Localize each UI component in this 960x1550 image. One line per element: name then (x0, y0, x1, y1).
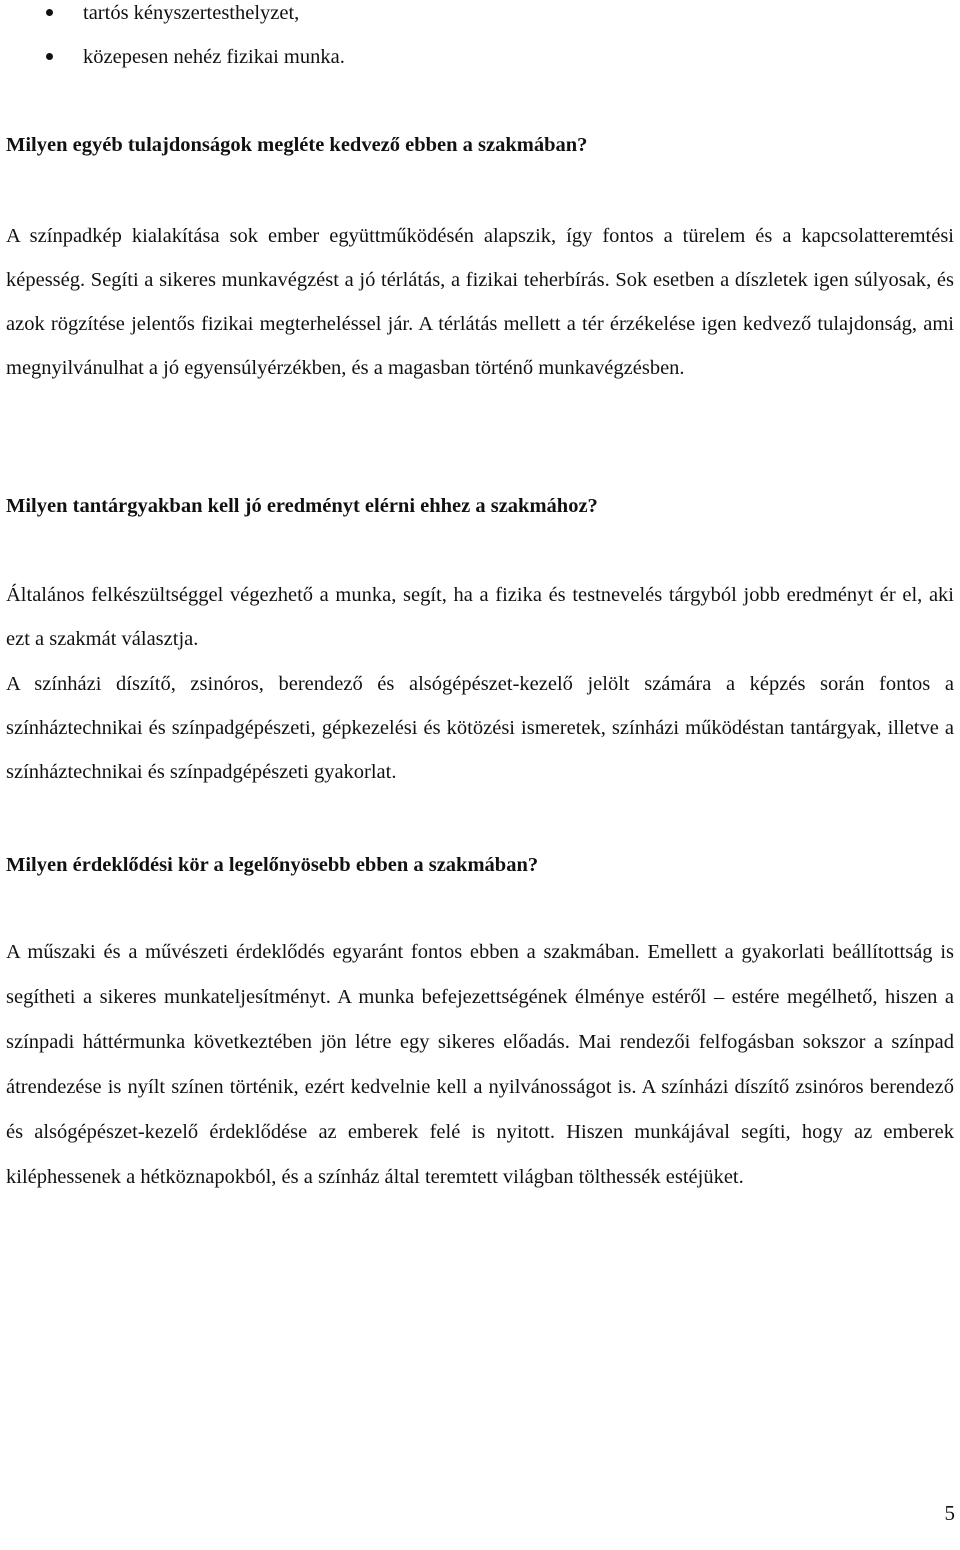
page-number: 5 (944, 1501, 955, 1525)
list-item (0, 44, 960, 70)
list-item (0, 0, 960, 26)
subjects-heading: Milyen tantárgyakban kell jó eredményt elérni ehhez a szakmához? (6, 495, 598, 517)
subjects-paragraph-2: A színházi díszítő, zsinóros, berendező és alsógépészet-kezelő jelölt számára a képzés során fontos a színháztechnikai és színpadgépészeti, gépkezelési és kötözési ismeretek, színházi működéstan tantárgyak, illetve a színháztechnikai és színpadgépészeti gyakorlat. (6, 673, 954, 783)
bullet-text: tartós kényszertesthelyzet, (83, 2, 300, 24)
traits-paragraph: A színpadkép kialakítása sok ember együttműködésén alapszik, így fontos a türelem és a kapcsolatteremtési képesség. Segíti a sikeres munkavégzést a jó térlátás, a fizikai teherbírás. Sok esetben a díszletek igen súlyosak, és azok rögzítése jelentős fizikai megterheléssel jár. A térlátás mellett a tér érzékelése igen kedvező tulajdonság, ami megnyilvánulhat a jó egyensúlyérzékben, és a magasban történő munkavégzésben. (6, 225, 954, 379)
bullet-text: közepesen nehéz fizikai munka. (83, 46, 345, 68)
bullet-icon (46, 53, 53, 60)
traits-heading: Milyen egyéb tulajdonságok megléte kedvező ebben a szakmában? (6, 134, 588, 156)
bullet-icon (46, 9, 53, 16)
interest-heading: Milyen érdeklődési kör a legelőnyösebb ebben a szakmában? (6, 854, 539, 876)
subjects-paragraph-1: Általános felkészültséggel végezhető a munka, segít, ha a fizika és testnevelés tárgyból jobb eredményt ér el, aki ezt a szakmát választja. (6, 584, 954, 650)
interest-paragraph: A műszaki és a művészeti érdeklődés egyaránt fontos ebben a szakmában. Emellett a gyakorlati beállítottság is segítheti a sikeres munkateljesítményt. A munka befejezettségének élménye estéről – estére megélhető, hiszen a színpadi háttérmunka következtében jön létre egy sikeres előadás. Mai rendezői felfogásban sokszor a színpad átrendezése is nyílt színen történik, ezért kedvelnie kell a nyilvánosságot is. A színházi díszítő zsinóros berendező és alsógépészet-kezelő érdeklődése az emberek felé is nyitott. Hiszen munkájával segíti, hogy az emberek kiléphessenek a hétköznapokból, és a színház által teremtett világban tölthessék estéjüket. (6, 941, 954, 1188)
